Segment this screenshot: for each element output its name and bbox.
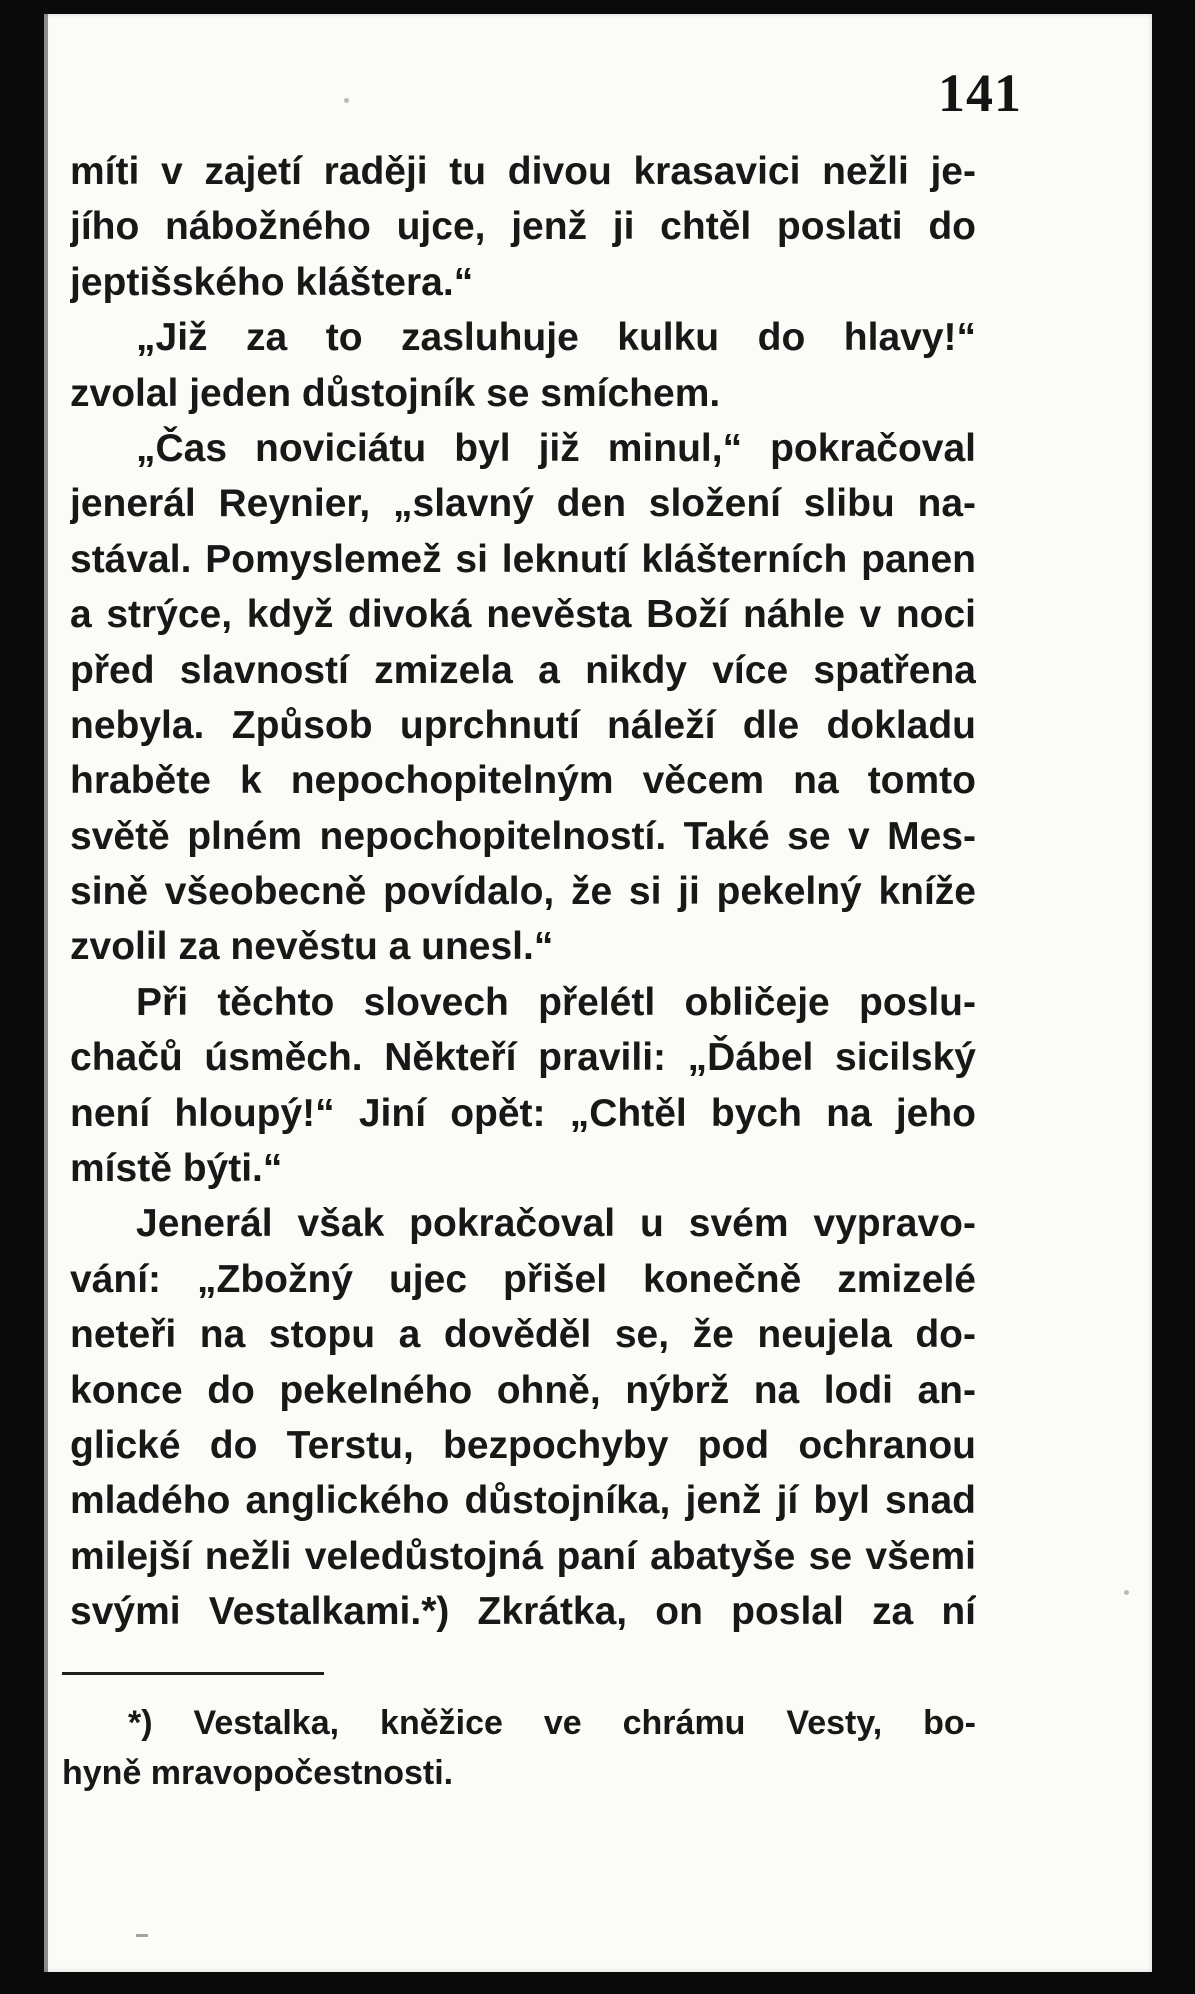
- text-line: míti v zajetí raději tu divou krasavici nežli je-: [70, 150, 976, 193]
- binding-edge: [44, 14, 48, 1972]
- text-line: nebyla. Způsob uprchnutí náleží dle dokladu: [70, 703, 976, 747]
- text-line: glické do Terstu, bezpochyby pod ochranou: [70, 1423, 976, 1467]
- footnote-line: *) Vestalka, kněžice ve chrámu Vesty, bo-: [128, 1704, 976, 1742]
- text-line: hraběte k nepochopitelným věcem na tomto: [70, 759, 976, 803]
- text-line: Jenerál však pokračoval u svém vypravo-: [136, 1202, 976, 1246]
- text-line: jího nábožného ujce, jenž ji chtěl poslati do: [70, 205, 976, 249]
- text-line: zvolil za nevěstu a unesl.“: [70, 925, 554, 969]
- text-line: není hloupý!“ Jiní opět: „Chtěl bych na jeho: [70, 1091, 976, 1135]
- footnote-line: hyně mravopočestnosti.: [62, 1754, 454, 1792]
- text-line: sině všeobecně povídalo, že si ji pekelný kníže: [70, 870, 976, 914]
- footnote-text: [62, 1698, 976, 1798]
- text-line: stával. Pomyslemež si leknutí klášterních panen: [70, 537, 976, 581]
- text-line: neteři na stopu a dověděl se, že neujela do-: [70, 1313, 976, 1357]
- page-paper: [44, 14, 1152, 1972]
- paper-speck: [344, 98, 349, 103]
- text-line: „Čas noviciátu byl již minul,“ pokračoval: [136, 426, 976, 470]
- text-line: „Již za to zasluhuje kulku do hlavy!“: [136, 316, 976, 360]
- text-line: jenerál Reynier, „slavný den složení slibu na-: [70, 482, 976, 526]
- text-line: vání: „Zbožný ujec přišel konečně zmizelé: [70, 1257, 976, 1301]
- footnote-separator: [62, 1672, 324, 1675]
- text-line: milejší nežli veledůstojná paní abatyše se všemi: [70, 1534, 976, 1578]
- text-line: místě býti.“: [70, 1147, 283, 1191]
- text-line: chačů úsměch. Někteří pravili: „Ďábel sicilský: [70, 1036, 976, 1080]
- text-line: Při těchto slovech přelétl obličeje poslu-: [136, 980, 976, 1024]
- text-line: zvolal jeden důstojník se smíchem.: [70, 371, 721, 415]
- text-line: před slavností zmizela a nikdy více spatřena: [70, 648, 976, 692]
- text-line: jeptišského kláštera.“: [70, 260, 474, 304]
- text-line: světě plném nepochopitelností. Také se v Mes-: [70, 814, 976, 858]
- text-line: a strýce, když divoká nevěsta Boží náhle v noci: [70, 593, 976, 637]
- text-line: mladého anglického důstojníka, jenž jí byl snad: [70, 1479, 976, 1523]
- paper-speck: [1124, 1590, 1129, 1595]
- body-text: [70, 144, 976, 1640]
- text-line: svými Vestalkami.*) Zkrátka, on poslal za ní: [70, 1590, 976, 1634]
- paper-speck: [136, 1934, 148, 1937]
- text-line: konce do pekelného ohně, nýbrž na lodi an-: [70, 1368, 976, 1412]
- page-number: 141: [938, 63, 1022, 123]
